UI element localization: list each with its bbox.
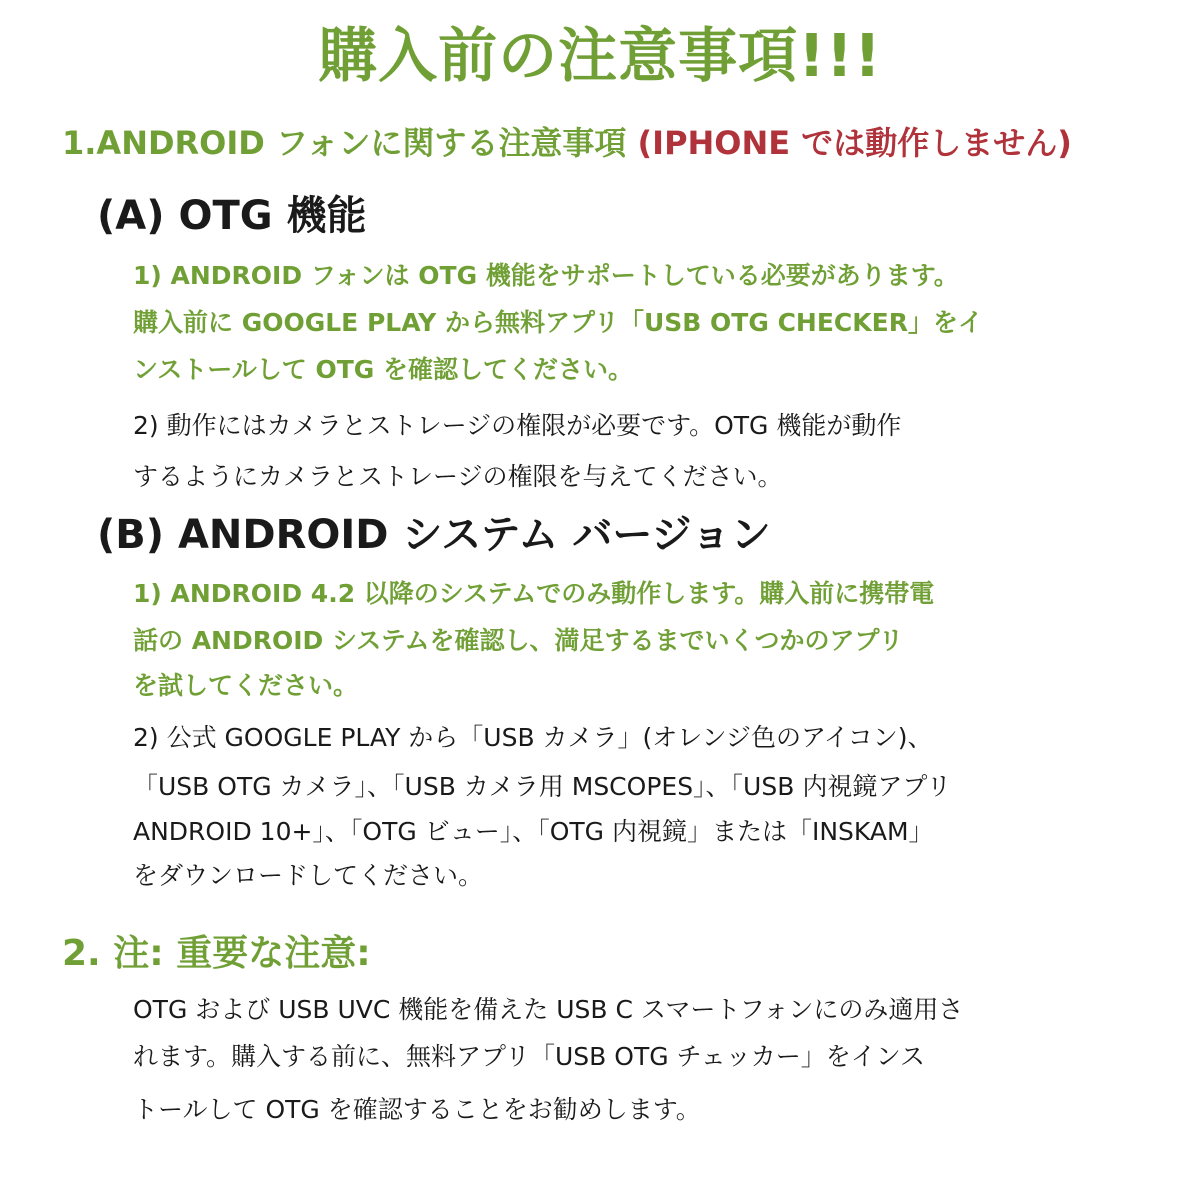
section1-heading [62, 125, 1072, 162]
otg-item1-line3: ンストールして OTG を確認してください。 [133, 355, 633, 384]
version-item2-line1: 2) 公式 GOOGLE PLAY から「USB カメラ」(オレンジ色のアイコン)、 [133, 723, 933, 752]
otg-item1-line2: 購入前に GOOGLE PLAY から無料アプリ「USB OTG CHECKER」をイ [133, 308, 983, 337]
otg-item2-line2: するようにカメラとストレージの権限を与えてください。 [133, 462, 783, 491]
version-item1-line1: 1) ANDROID 4.2 以降のシステムでのみ動作します。購入前に携帯電 [133, 579, 935, 608]
otg-item2-line1: 2) 動作にはカメラとストレージの権限が必要です。OTG 機能が動作 [133, 411, 902, 440]
otg-item1-line1: 1) ANDROID フォンは OTG 機能をサポートしている必要があります。 [133, 261, 959, 290]
otg-function-heading: (A) OTG 機能 [97, 193, 367, 239]
version-item1-line3: を試してください。 [133, 671, 359, 700]
version-item2-line4: をダウンロードしてください。 [133, 861, 484, 890]
version-item2-line2: 「USB OTG カメラ」、「USB カメラ用 MSCOPES」、「USB 内視鏡アプリ [133, 772, 952, 801]
important-note-line2: れます。購入する前に、無料アプリ「USB OTG チェッカー」をインス [133, 1042, 926, 1071]
section1-heading-main: 1.ANDROID フォンに関する注意事項 [62, 124, 627, 162]
important-note-heading: 2. 注: 重要な注意: [62, 933, 371, 974]
version-item1-line2: 話の ANDROID システムを確認し、満足するまでいくつかのアプリ [133, 626, 904, 655]
page-title: 購入前の注意事項!!! [318, 21, 882, 90]
iphone-warning: (IPHONE では動作しません) [637, 124, 1072, 162]
important-note-line1: OTG および USB UVC 機能を備えた USB C スマートフォンにのみ適用さ [133, 995, 964, 1024]
version-item2-line3: ANDROID 10+」、「OTG ビュー」、「OTG 内視鏡」または「INSKAM」 [133, 817, 934, 846]
important-note-line3: トールして OTG を確認することをお勧めします。 [133, 1095, 701, 1124]
android-version-heading: (B) ANDROID システム バージョン [97, 512, 771, 558]
